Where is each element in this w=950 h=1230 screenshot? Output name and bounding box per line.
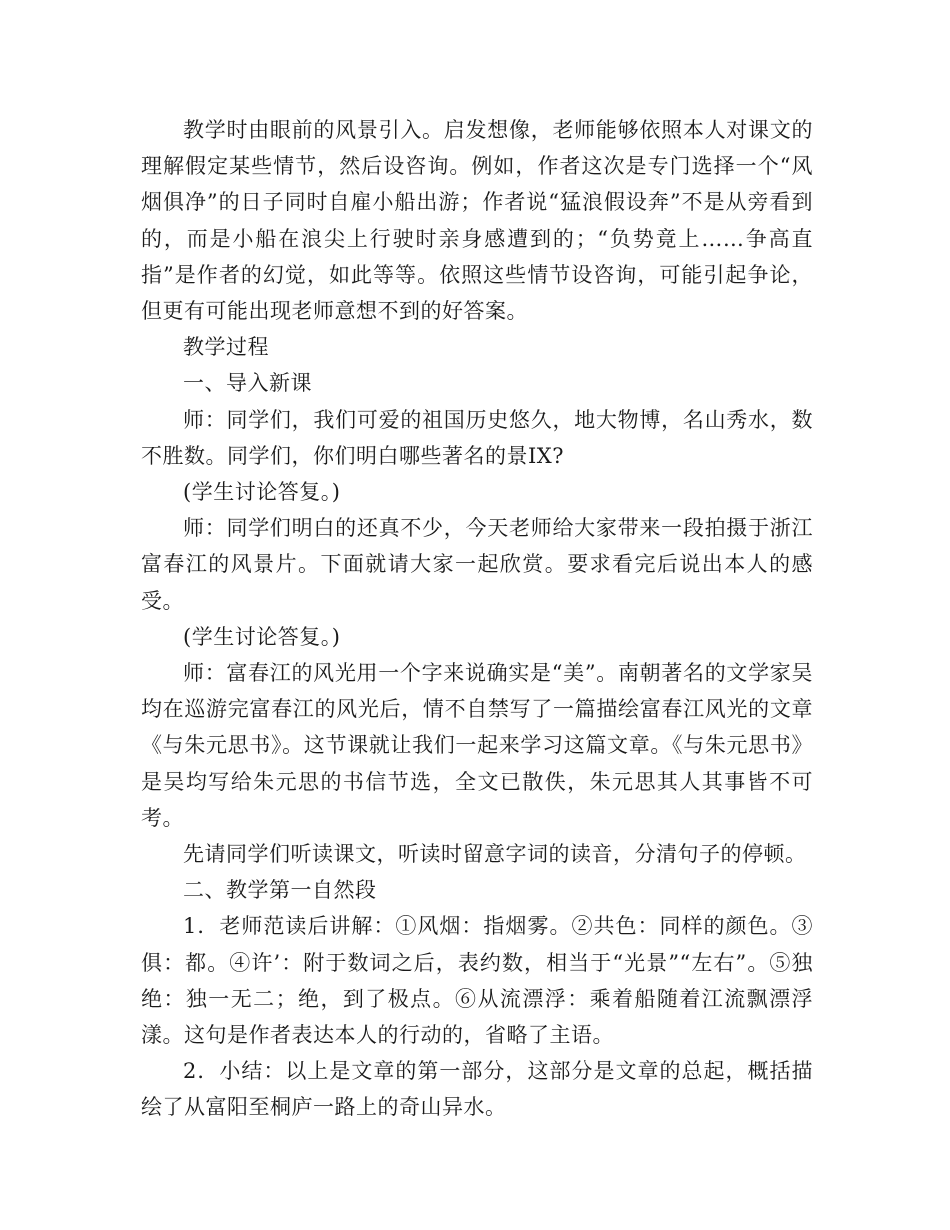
paragraph-summary: 2．小结：以上是文章的第一部分，这部分是文章的总起，概括描绘了从富阳至桐庐一路上的奇山异水。 xyxy=(141,1059,813,1120)
paragraph-listening: 先请同学们听读课文，听读时留意字词的读音，分清句子的停顿。 xyxy=(183,842,807,867)
paragraph-teacher-1: 师：同学们，我们可爱的祖国历史悠久，地大物博，名山秀水，数不胜数。同学们，你们明白哪些著名的景IX? xyxy=(141,407,813,468)
document-body xyxy=(141,112,813,1126)
paragraph-explanation: 1．老师范读后讲解：①风烟：指烟雾。②共色：同样的颜色。③俱：都。④许’：附于数词之后，表约数，相当于“光景”“左右”。⑤独绝：独一无二；绝，到了极点。⑥从流漂浮：乘着船随着江流飘漂浮漾。这句是作者表达本人的行动的，省略了主语。 xyxy=(141,914,813,1048)
paragraph-student-1: (学生讨论答复。) xyxy=(183,480,341,505)
paragraph-student-2: (学生讨论答复。) xyxy=(183,624,341,649)
paragraph-teacher-3: 师：富春江的风光用一个字来说确实是“美”。南朝著名的文学家吴均在巡游完富春江的风光后，情不自禁写了一篇描绘富春江风光的文章《与朱元思书》。这节课就让我们一起来学习这篇文章。《与朱元思书》是吴均写给朱元思的书信节选，全文已散佚，朱元思其人其事皆不可考。 xyxy=(141,661,813,830)
paragraph-teacher-2: 师：同学们明白的还真不少，今天老师给大家带来一段拍摄于浙江富春江的风景片。下面就请大家一起欣赏。要求看完后说出本人的感受。 xyxy=(141,516,813,613)
heading-section-one: 一、导入新课 xyxy=(183,371,312,396)
heading-teaching-process: 教学过程 xyxy=(183,335,269,360)
paragraph-intro: 教学时由眼前的风景引入。启发想像，老师能够依照本人对课文的理解假定某些情节，然后设咨询。例如，作者这次是专门选择一个“风烟俱净”的日子同时自雇小船出游；作者说“猛浪假设奔”不是从旁看到的，而是小船在浪尖上行驶时亲身感遭到的；“负势竟上……争高直指”是作者的幻觉，如此等等。依照这些情节设咨询，可能引起争论，但更有可能出现老师意想不到的好答案。 xyxy=(141,118,813,324)
heading-section-two: 二、教学第一自然段 xyxy=(183,878,377,903)
